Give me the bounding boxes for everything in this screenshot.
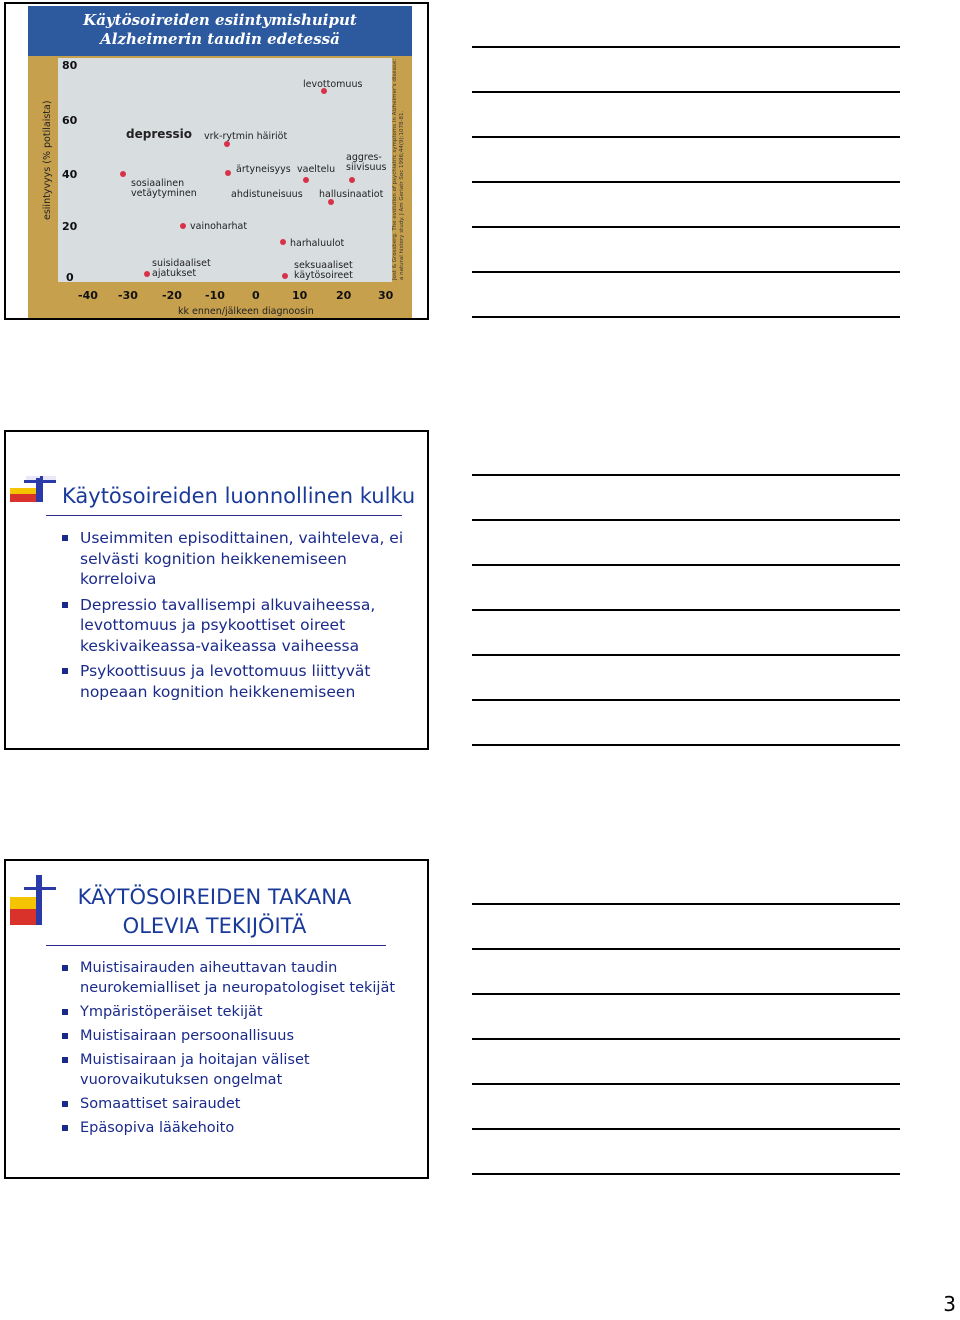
point-label-aggres: aggres- [346, 152, 382, 163]
list-item: Psykoottisuus ja levottomuus liittyvät nopeaan kognition heikkenemiseen [62, 661, 427, 702]
list-item: Muistisairaan persoonallisuus [62, 1026, 427, 1046]
title-underline [46, 515, 402, 516]
data-point [282, 273, 288, 279]
slide-3 [4, 859, 429, 1179]
point-label-artyneisyys: ärtyneisyys [236, 164, 291, 175]
point-label-depressio: depressio [126, 127, 193, 141]
x-tick: -40 [78, 289, 98, 302]
point-label-vrk: vrk-rytmin häiriöt [204, 131, 288, 142]
notes-lines-2 [472, 474, 900, 789]
point-label-vetaytyminen: vetäytyminen [131, 188, 197, 199]
source-note-line-2: a natural history study. J Am Geriatr Soc 1996;44(9):1078-81. [399, 110, 405, 280]
point-label-siivisuus: siivisuus [346, 162, 387, 173]
data-point [144, 271, 150, 277]
x-tick: 20 [336, 289, 352, 302]
y-tick: 80 [62, 59, 78, 72]
chart-title-line-1: Käytösoireiden esiintymishuiput [83, 11, 357, 29]
point-label-hallusinaatiot: hallusinaatiot [319, 189, 384, 200]
point-label-kaytosoireet: käytösoireet [294, 270, 353, 281]
point-label-ahdistuneisuus: ahdistuneisuus [231, 189, 303, 200]
chart-header [28, 6, 412, 56]
x-tick: -30 [118, 289, 138, 302]
data-point [225, 170, 231, 176]
y-tick: 0 [66, 271, 74, 284]
data-point [349, 177, 355, 183]
data-point [303, 177, 309, 183]
data-point [180, 223, 186, 229]
slide-title-line-2: OLEVIA TEKIJÖITÄ [122, 914, 307, 938]
x-axis-label: kk ennen/jälkeen diagnoosin [178, 306, 314, 317]
x-tick: 30 [378, 289, 394, 302]
y-axis-label: esiintyvyys (% potilaista) [42, 100, 53, 220]
list-item: Muistisairaan ja hoitajan väliset vuorovaikutuksen ongelmat [62, 1050, 427, 1090]
slide-title: Käytösoireiden luonnollinen kulku [62, 484, 416, 508]
title-underline [46, 945, 386, 946]
x-tick: 0 [252, 289, 260, 302]
data-point [120, 171, 126, 177]
chart-title-line-2: Alzheimerin taudin edetessä [100, 30, 340, 48]
point-label-ajatukset: ajatukset [152, 268, 197, 279]
list-item: Ympäristöperäiset tekijät [62, 1002, 427, 1022]
y-tick: 20 [62, 220, 78, 233]
list-item: Somaattiset sairaudet [62, 1094, 427, 1114]
list-item: Epäsopiva lääkehoito [62, 1118, 427, 1138]
x-tick: -10 [205, 289, 225, 302]
slide-2 [4, 430, 429, 750]
data-point [280, 239, 286, 245]
list-item: Depressio tavallisempi alkuvaiheessa, levottomuus ja psykoottiset oireet keskivaikeassa-vaikeassa vaiheessa [62, 595, 427, 657]
bullet-list [62, 528, 427, 707]
point-label-suisidaaliset: suisidaaliset [152, 258, 211, 269]
point-label-levottomuus: levottomuus [303, 79, 363, 90]
notes-lines-3 [472, 903, 900, 1218]
y-tick: 60 [62, 114, 78, 127]
slide-title-line-1: KÄYTÖSOIREIDEN TAKANA [77, 885, 352, 909]
x-tick: 10 [292, 289, 308, 302]
point-label-vaeltelu: vaeltelu [297, 164, 336, 175]
point-label-sosiaalinen: sosiaalinen [131, 178, 185, 189]
list-item: Muistisairauden aiheuttavan taudin neurokemialliset ja neuropatologiset tekijät [62, 958, 427, 998]
bullet-list [62, 958, 427, 1142]
point-label-harhaluulot: harhaluulot [290, 238, 345, 249]
chart-plot [28, 56, 412, 318]
page-number: 3 [943, 1292, 956, 1316]
y-tick: 40 [62, 168, 78, 181]
notes-lines-1 [472, 46, 900, 361]
point-label-vainoharhat: vainoharhat [190, 221, 248, 232]
source-note-line-1: Jost & Grossberg. The evolution of psychiatric symptoms in Alzheimer's disease: [392, 58, 398, 280]
slide-1 [4, 2, 429, 320]
point-label-seksuaaliset: seksuaaliset [294, 260, 353, 271]
x-tick: -20 [162, 289, 182, 302]
prevalence-chart-image [28, 6, 412, 318]
list-item: Useimmiten episodittainen, vaihteleva, ei selvästi kognition heikkenemiseen korreloiva [62, 528, 427, 590]
